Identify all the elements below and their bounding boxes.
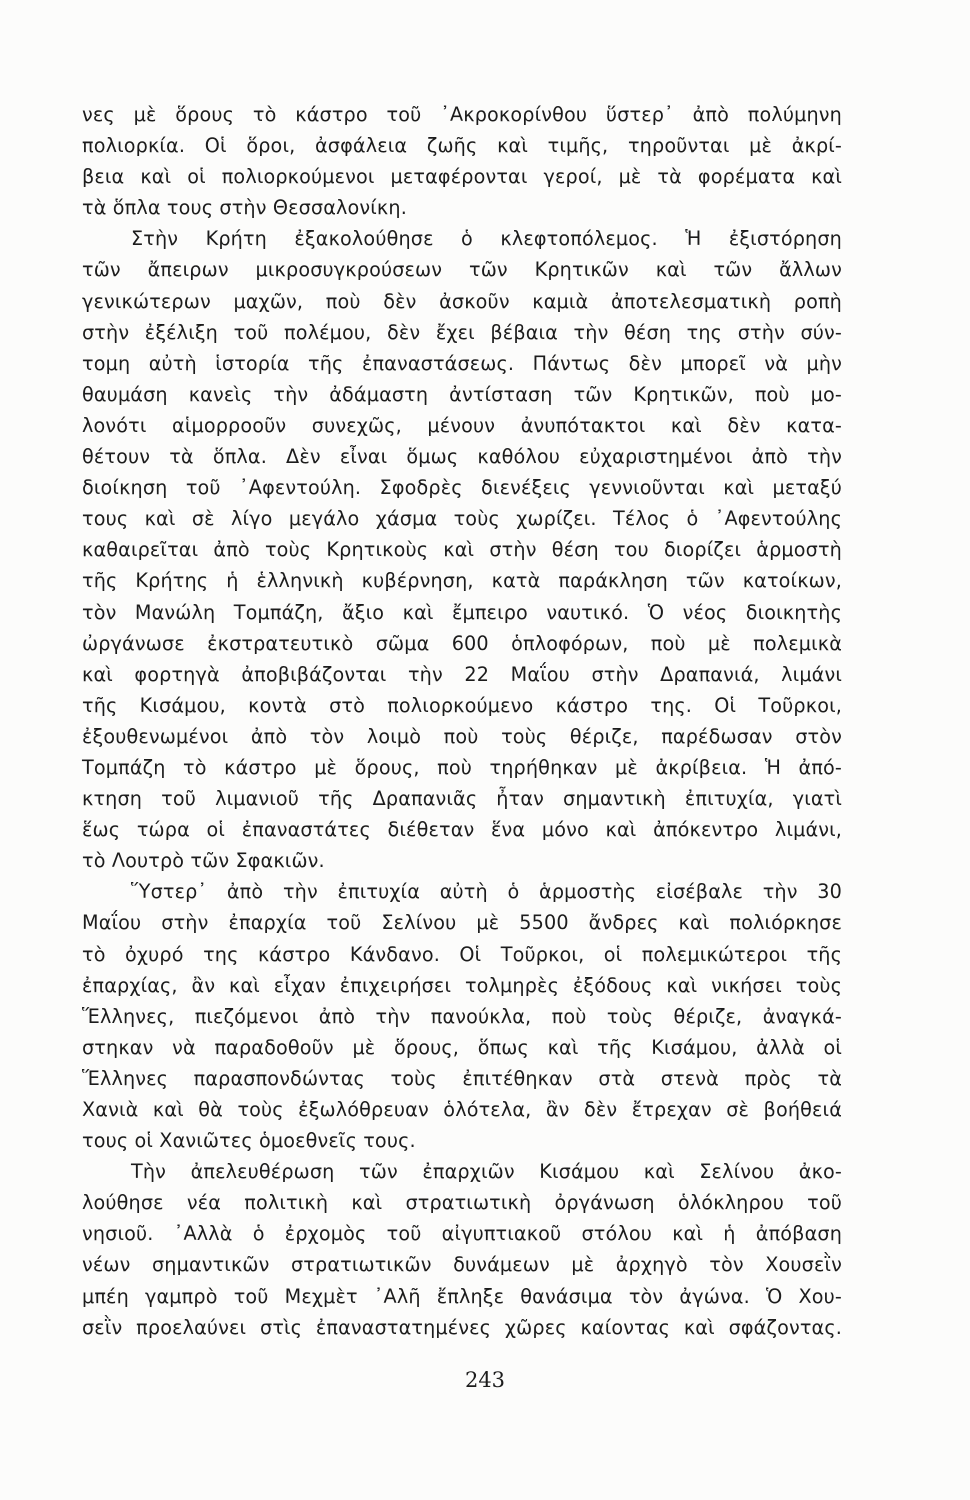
text-line: Ἕλληνες παρασπονδώντας τοὺς ἐπιτέθηκαν στὰ στενὰ πρὸς τὰ bbox=[82, 1066, 842, 1090]
text-line: τῆς Κισάμου, κοντὰ στὸ πολιορκούμενο κάστρο της. Οἱ Τοῦρκοι, bbox=[82, 693, 842, 717]
text-line: Τομπάζη τὸ κάστρο μὲ ὅρους, ποὺ τηρήθηκαν μὲ ἀκρίβεια. Ἡ ἀπό- bbox=[82, 755, 842, 779]
text-line: τὸ Λουτρὸ τῶν Σφακιῶν. bbox=[82, 849, 325, 873]
text-line: πολιορκία. Οἱ ὅροι, ἀσφάλεια ζωῆς καὶ τιμῆς, τηροῦνται μὲ ἀκρί- bbox=[82, 134, 842, 158]
text-line: μπέη γαμπρὸ τοῦ Μεχμὲτ ᾿Αλῆ ἔπληξε θανάσιμα τὸν ἀγώνα. Ὁ Χου- bbox=[82, 1284, 842, 1308]
text-line: κτηση τοῦ λιμανιοῦ τῆς Δραπανιᾶς ἦταν σημαντικὴ ἐπιτυχία, γιατὶ bbox=[82, 787, 842, 811]
text-line: τομη αὐτὴ ἱστορία τῆς ἐπαναστάσεως. Πάντως δὲν μπορεῖ νὰ μὴν bbox=[82, 351, 842, 375]
text-line: τὰ ὅπλα τους στὴν Θεσσαλονίκη. bbox=[82, 196, 407, 220]
text-line: τὸ ὀχυρό της κάστρο Κάνδανο. Οἱ Τοῦρκοι, οἱ πολεμικώτεροι τῆς bbox=[82, 942, 842, 966]
text-line: τους καὶ σὲ λίγο μεγάλο χάσμα τοὺς χωρίζει. Τέλος ὁ ᾿Αφεντούλης bbox=[82, 507, 842, 531]
text-line: στηκαν νὰ παραδοθοῦν μὲ ὅρους, ὅπως καὶ τῆς Κισάμου, ἀλλὰ οἱ bbox=[82, 1035, 842, 1059]
text-line: νες μὲ ὅρους τὸ κάστρο τοῦ ᾿Ακροκορίνθου ὕστερ᾿ ἀπὸ πολύμηνη bbox=[82, 103, 842, 126]
text-line: τὸν Μανώλη Τομπάζη, ἄξιο καὶ ἔμπειρο ναυτικό. Ὁ νέος διοικητὴς bbox=[82, 600, 842, 624]
text-line: θαυμάση κανεὶς τὴν ἀδάμαστη ἀντίσταση τῶν Κρητικῶν, ποὺ μο- bbox=[82, 382, 842, 406]
text-line: νησιοῦ. ᾿Αλλὰ ὁ ἐρχομὸς τοῦ αἰγυπτιακοῦ στόλου καὶ ἡ ἀπόβαση bbox=[82, 1222, 842, 1246]
text-line: ἐξουθενωμένοι ἀπὸ τὸν λοιμὸ ποὺ τοὺς θέριζε, παρέδωσαν στὸν bbox=[82, 724, 842, 748]
text-line: Στὴν Κρήτη ἐξακολούθησε ὁ κλεφτοπόλεμος. Ἡ ἐξιστόρηση bbox=[131, 227, 842, 251]
page-number: 243 bbox=[464, 1368, 506, 1392]
text-line: Ἕλληνες, πιεζόμενοι ἀπὸ τὴν πανούκλα, ποὺ τοὺς θέριζε, ἀναγκά- bbox=[82, 1004, 842, 1028]
text-line: στὴν ἐξέλιξη τοῦ πολέμου, δὲν ἔχει βέβαια τὴν θέση της στὴν σύν- bbox=[82, 320, 842, 344]
text-line: Ὕστερ᾿ ἀπὸ τὴν ἐπιτυχία αὐτὴ ὁ ἁρμοστὴς εἰσέβαλε τὴν 30 bbox=[131, 880, 842, 904]
text-line: διοίκηση τοῦ ᾿Αφεντούλη. Σφοδρὲς διενέξεις γεννιοῦνται καὶ μεταξύ bbox=[82, 476, 842, 500]
text-line: Τὴν ἀπελευθέρωση τῶν ἐπαρχιῶν Κισάμου καὶ Σελίνου ἀκο- bbox=[131, 1160, 842, 1184]
text-line: Χανιὰ καὶ θὰ τοὺς ἐξωλόθρευαν ὁλότελα, ἂν δὲν ἔτρεχαν σὲ βοήθειά bbox=[82, 1098, 842, 1121]
text-line: νέων σημαντικῶν στρατιωτικῶν δυνάμεων μὲ ἀρχηγὸ τὸν Χουσεῒν bbox=[82, 1253, 842, 1277]
text-line: βεια καὶ οἱ πολιορκούμενοι μεταφέρονται γεροί, μὲ τὰ φορέματα καὶ bbox=[82, 165, 842, 189]
text-line: καὶ φορτηγὰ ἀποβιβάζονται τὴν 22 Μαΐου στὴν Δραπανιά, λιμάνι bbox=[82, 662, 842, 686]
text-line: τῶν ἄπειρων μικροσυγκρούσεων τῶν Κρητικῶν καὶ τῶν ἄλλων bbox=[82, 258, 842, 282]
text-line: λονότι αἱμορροοῦν συνεχῶς, μένουν ἀνυπότακτοι καὶ δὲν κατα- bbox=[82, 413, 842, 437]
text-line: λούθησε νέα πολιτικὴ καὶ στρατιωτικὴ ὀργάνωση ὁλόκληρου τοῦ bbox=[82, 1191, 842, 1215]
text-line: τους οἱ Χανιῶτες ὁμοεθνεῖς τους. bbox=[82, 1129, 416, 1153]
text-line: ἕως τώρα οἱ ἐπαναστάτες διέθεταν ἕνα μόνο καὶ ἀπόκεντρο λιμάνι, bbox=[82, 818, 842, 842]
text-line: ὠργάνωσε ἐκστρατευτικὸ σῶμα 600 ὁπλοφόρων, ποὺ μὲ πολεμικὰ bbox=[82, 631, 842, 655]
text-line: ἐπαρχίας, ἂν καὶ εἶχαν ἐπιχειρήσει τολμηρὲς ἐξόδους καὶ νικήσει τοὺς bbox=[82, 973, 842, 997]
text-line: γενικώτερων μαχῶν, ποὺ δὲν ἀσκοῦν καμιὰ ἀποτελεσματικὴ ροπὴ bbox=[82, 289, 842, 313]
text-line: τῆς Κρήτης ἡ ἑλληνικὴ κυβέρνηση, κατὰ παράκληση τῶν κατοίκων, bbox=[82, 569, 842, 593]
text-line: θέτουν τὰ ὅπλα. Δὲν εἶναι ὅμως καθόλου εὐχαριστημένοι ἀπὸ τὴν bbox=[82, 445, 842, 469]
body-text bbox=[82, 99, 842, 1343]
text-line: καθαιρεῖται ἀπὸ τοὺς Κρητικοὺς καὶ στὴν θέση του διορίζει ἁρμοστὴ bbox=[82, 538, 842, 562]
text-line: Μαΐου στὴν ἐπαρχία τοῦ Σελίνου μὲ 5500 ἄνδρες καὶ πολιόρκησε bbox=[82, 911, 842, 935]
text-line: σεῒν προελαύνει στὶς ἐπαναστατημένες χῶρες καίοντας καὶ σφάζοντας. bbox=[82, 1315, 842, 1339]
